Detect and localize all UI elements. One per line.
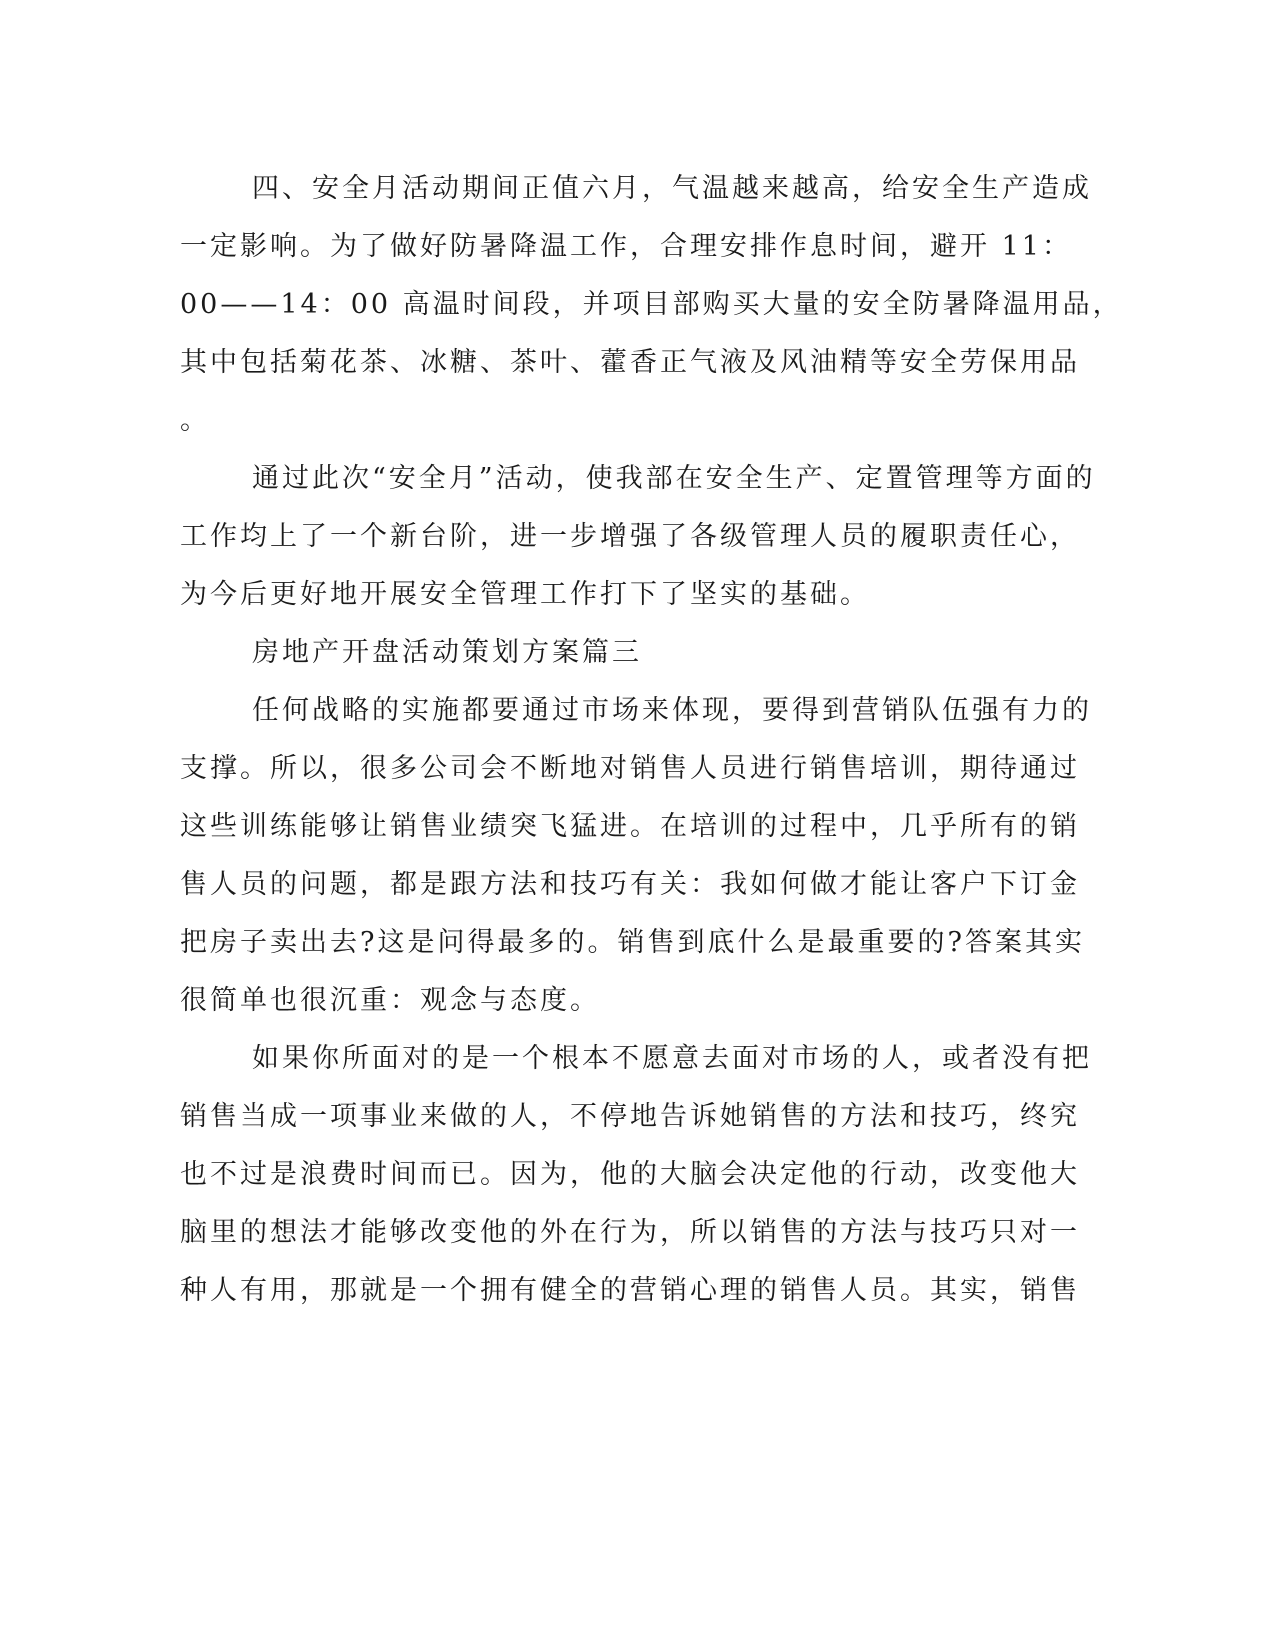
text-line: 。 [180,405,210,436]
paragraph-sales-mindset [180,1030,1092,1320]
text-line: 其中包括菊花茶、冰糖、茶叶、藿香正气液及风油精等安全劳保用品 [180,347,1080,378]
document-body [180,160,1123,1320]
text-line: 也不过是浪费时间而已。因为，他的大脑会决定他的行动，改变他大 [180,1159,1080,1190]
text-line: 一定影响。为了做好防暑降温工作，合理安排作息时间，避开 11： [180,231,1072,262]
text-line: 任何战略的实施都要通过市场来体现，要得到营销队伍强有力的 [252,695,1092,726]
text-line: 通过此次“安全月”活动，使我部在安全生产、定置管理等方面的 [252,463,1096,494]
paragraph-heat-prevention [180,160,1123,450]
paragraph-sales-training [180,682,1092,1030]
text-line: 种人有用，那就是一个拥有健全的营销心理的销售人员。其实，销售 [180,1275,1080,1306]
text-line: 00——14：00 高温时间段，并项目部购买大量的安全防暑降温用品， [180,289,1123,320]
text-line: 工作均上了一个新台阶，进一步增强了各级管理人员的履职责任心， [180,521,1080,552]
text-line: 这些训练能够让销售业绩突飞猛进。在培训的过程中，几乎所有的销 [180,811,1080,842]
text-line: 脑里的想法才能够改变他的外在行为，所以销售的方法与技巧只对一 [180,1217,1080,1248]
text-line: 为今后更好地开展安全管理工作打下了坚实的基础。 [180,579,870,610]
text-line: 把房子卖出去?这是问得最多的。销售到底什么是最重要的?答案其实 [180,927,1085,958]
text-line: 很简单也很沉重：观念与态度。 [180,985,600,1016]
text-line: 销售当成一项事业来做的人，不停地告诉她销售的方法和技巧，终究 [180,1101,1080,1132]
text-line: 四、安全月活动期间正值六月，气温越来越高，给安全生产造成 [252,173,1092,204]
text-line: 售人员的问题，都是跟方法和技巧有关：我如何做才能让客户下订金 [180,869,1080,900]
text-line: 如果你所面对的是一个根本不愿意去面对市场的人，或者没有把 [252,1043,1092,1074]
section-heading: 房地产开盘活动策划方案篇三 [252,637,642,668]
text-line: 支撑。所以，很多公司会不断地对销售人员进行销售培训，期待通过 [180,753,1080,784]
paragraph-safety-month-summary [180,450,1096,624]
